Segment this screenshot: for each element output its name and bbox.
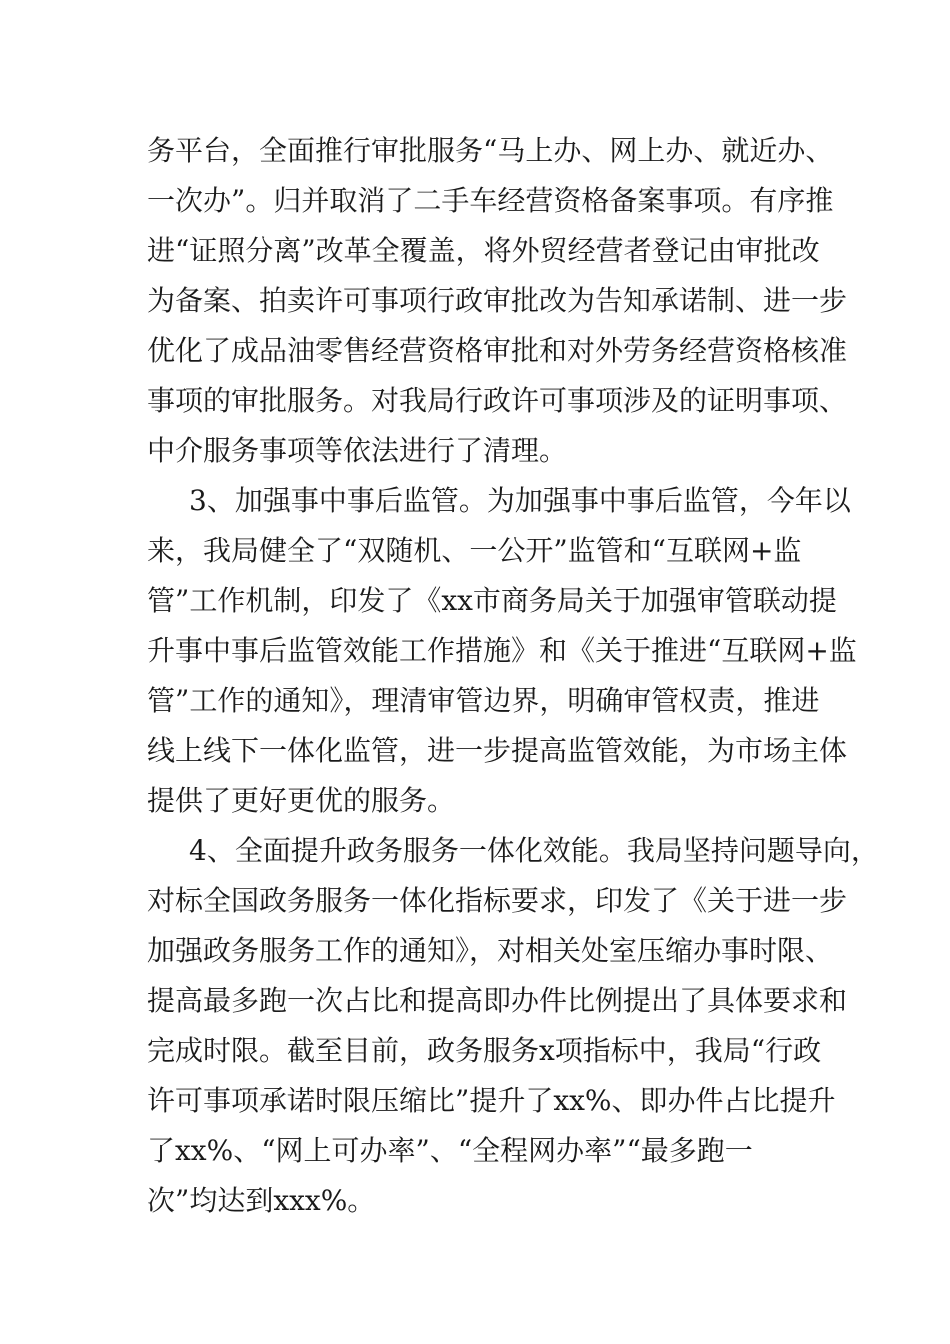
- paragraph-2: [147, 476, 857, 826]
- text-line: 为备案、拍卖许可事项行政审批改为告知承诺制、进一步: [147, 284, 848, 317]
- text-line: 管”工作机制，印发了《xx市商务局关于加强审管联动提: [147, 584, 837, 617]
- text-line: 事项的审批服务。对我局行政许可事项涉及的证明事项、: [147, 384, 848, 417]
- text-line: 3、加强事中事后监管。为加强事中事后监管，今年以: [189, 484, 851, 517]
- text-line: 次”均达到xxx%。: [147, 1184, 376, 1217]
- text-line: 许可事项承诺时限压缩比”提升了xx%、即办件占比提升: [147, 1084, 836, 1117]
- text-line: 一次办”。归并取消了二手车经营资格备案事项。有序推: [147, 184, 834, 217]
- text-line: 升事中事后监管效能工作措施》和《关于推进“互联网+监: [147, 634, 857, 667]
- text-line: 4、全面提升政务服务一体化效能。我局坚持问题导向，: [189, 834, 879, 867]
- text-line: 完成时限。截至目前，政务服务x项指标中，我局“行政: [147, 1034, 822, 1067]
- text-line: 务平台，全面推行审批服务“马上办、网上办、就近办、: [147, 134, 834, 167]
- text-line: 提供了更好更优的服务。: [147, 784, 456, 817]
- text-line: 管”工作的通知》，理清审管边界，明确审管权责，推进: [147, 684, 820, 717]
- text-line: 提高最多跑一次占比和提高即办件比例提出了具体要求和: [147, 984, 848, 1017]
- text-line: 进“证照分离”改革全覆盖，将外贸经营者登记由审批改: [147, 234, 820, 267]
- text-line: 中介服务事项等依法进行了清理。: [147, 434, 568, 467]
- text-line: 线上线下一体化监管，进一步提高监管效能，为市场主体: [147, 734, 848, 767]
- text-line: 加强政务服务工作的通知》，对相关处室压缩办事时限、: [147, 934, 834, 967]
- text-line: 对标全国政务服务一体化指标要求，印发了《关于进一步: [147, 884, 848, 917]
- paragraph-1: [147, 126, 848, 476]
- text-line: 了xx%、“网上可办率”、“全程网办率”“最多跑一: [147, 1134, 753, 1167]
- text-line: 优化了成品油零售经营资格审批和对外劳务经营资格核准: [147, 334, 848, 367]
- text-line: 来，我局健全了“双随机、一公开”监管和“互联网+监: [147, 534, 802, 567]
- paragraph-3: [147, 826, 879, 1226]
- document-body: [147, 126, 879, 1226]
